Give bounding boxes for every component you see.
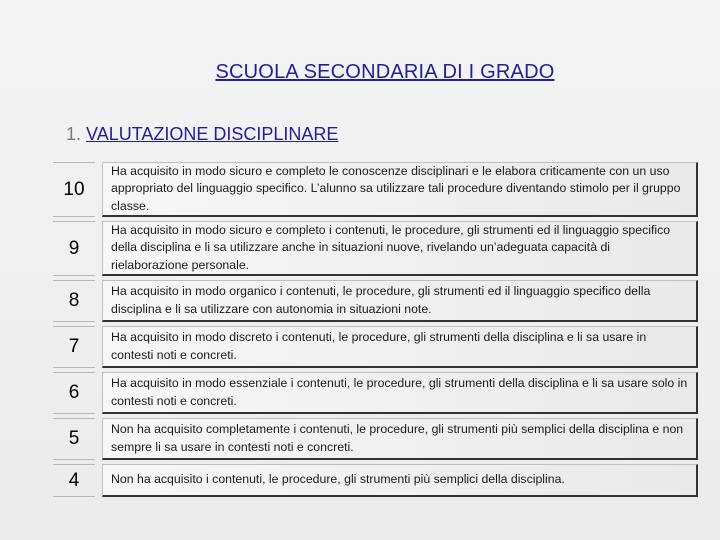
description-cell: Ha acquisito in modo sicuro e completo i contenuti, le procedure, gli strumenti ed il linguaggio specifico della disciplina e li sa utilizzare anche in situazioni nuove, rivelando un’adeguata capacità di rielaborazione personale. <box>102 221 698 276</box>
grade-cell: 7 <box>53 326 95 368</box>
grade-cell: 9 <box>53 221 95 276</box>
description-cell: Ha acquisito in modo organico i contenuti, le procedure, gli strumenti ed il linguaggio specifico della disciplina e li sa utilizzare con autonomia in situazioni note. <box>102 280 698 322</box>
description-cell: Non ha acquisito i contenuti, le procedure, gli strumenti più semplici della disciplina. <box>102 464 698 497</box>
page-title: SCUOLA SECONDARIA DI I GRADO <box>215 61 555 83</box>
section-number: 1. <box>66 124 82 144</box>
table-row <box>53 372 698 414</box>
table-row <box>53 162 698 217</box>
table-row <box>53 326 698 368</box>
section-title: VALUTAZIONE DISCIPLINARE <box>86 124 339 144</box>
grade-cell: 8 <box>53 280 95 322</box>
description-cell: Non ha acquisito completamente i contenuti, le procedure, gli strumenti più semplici della disciplina e non sempre li sa usare in contesti noti e concreti. <box>102 418 698 460</box>
table-row <box>53 418 698 460</box>
evaluation-table <box>53 162 698 501</box>
description-cell: Ha acquisito in modo discreto i contenuti, le procedure, gli strumenti della disciplina e li sa usare in contesti noti e concreti. <box>102 326 698 368</box>
section-heading <box>66 124 338 145</box>
description-cell: Ha acquisito in modo sicuro e completo le conoscenze disciplinari e le elabora criticamente con un uso appropriato del linguaggio specifico. L’alunno sa utilizzare tali procedure diventando stimolo per il gruppo classe. <box>102 162 698 217</box>
grade-cell: 4 <box>53 464 95 497</box>
description-cell: Ha acquisito in modo essenziale i contenuti, le procedure, gli strumenti della disciplina e li sa usare solo in contesti noti e concreti. <box>102 372 698 414</box>
table-row <box>53 221 698 276</box>
grade-cell: 10 <box>53 162 95 217</box>
grade-cell: 6 <box>53 372 95 414</box>
table-row <box>53 280 698 322</box>
table-row <box>53 464 698 497</box>
grade-cell: 5 <box>53 418 95 460</box>
